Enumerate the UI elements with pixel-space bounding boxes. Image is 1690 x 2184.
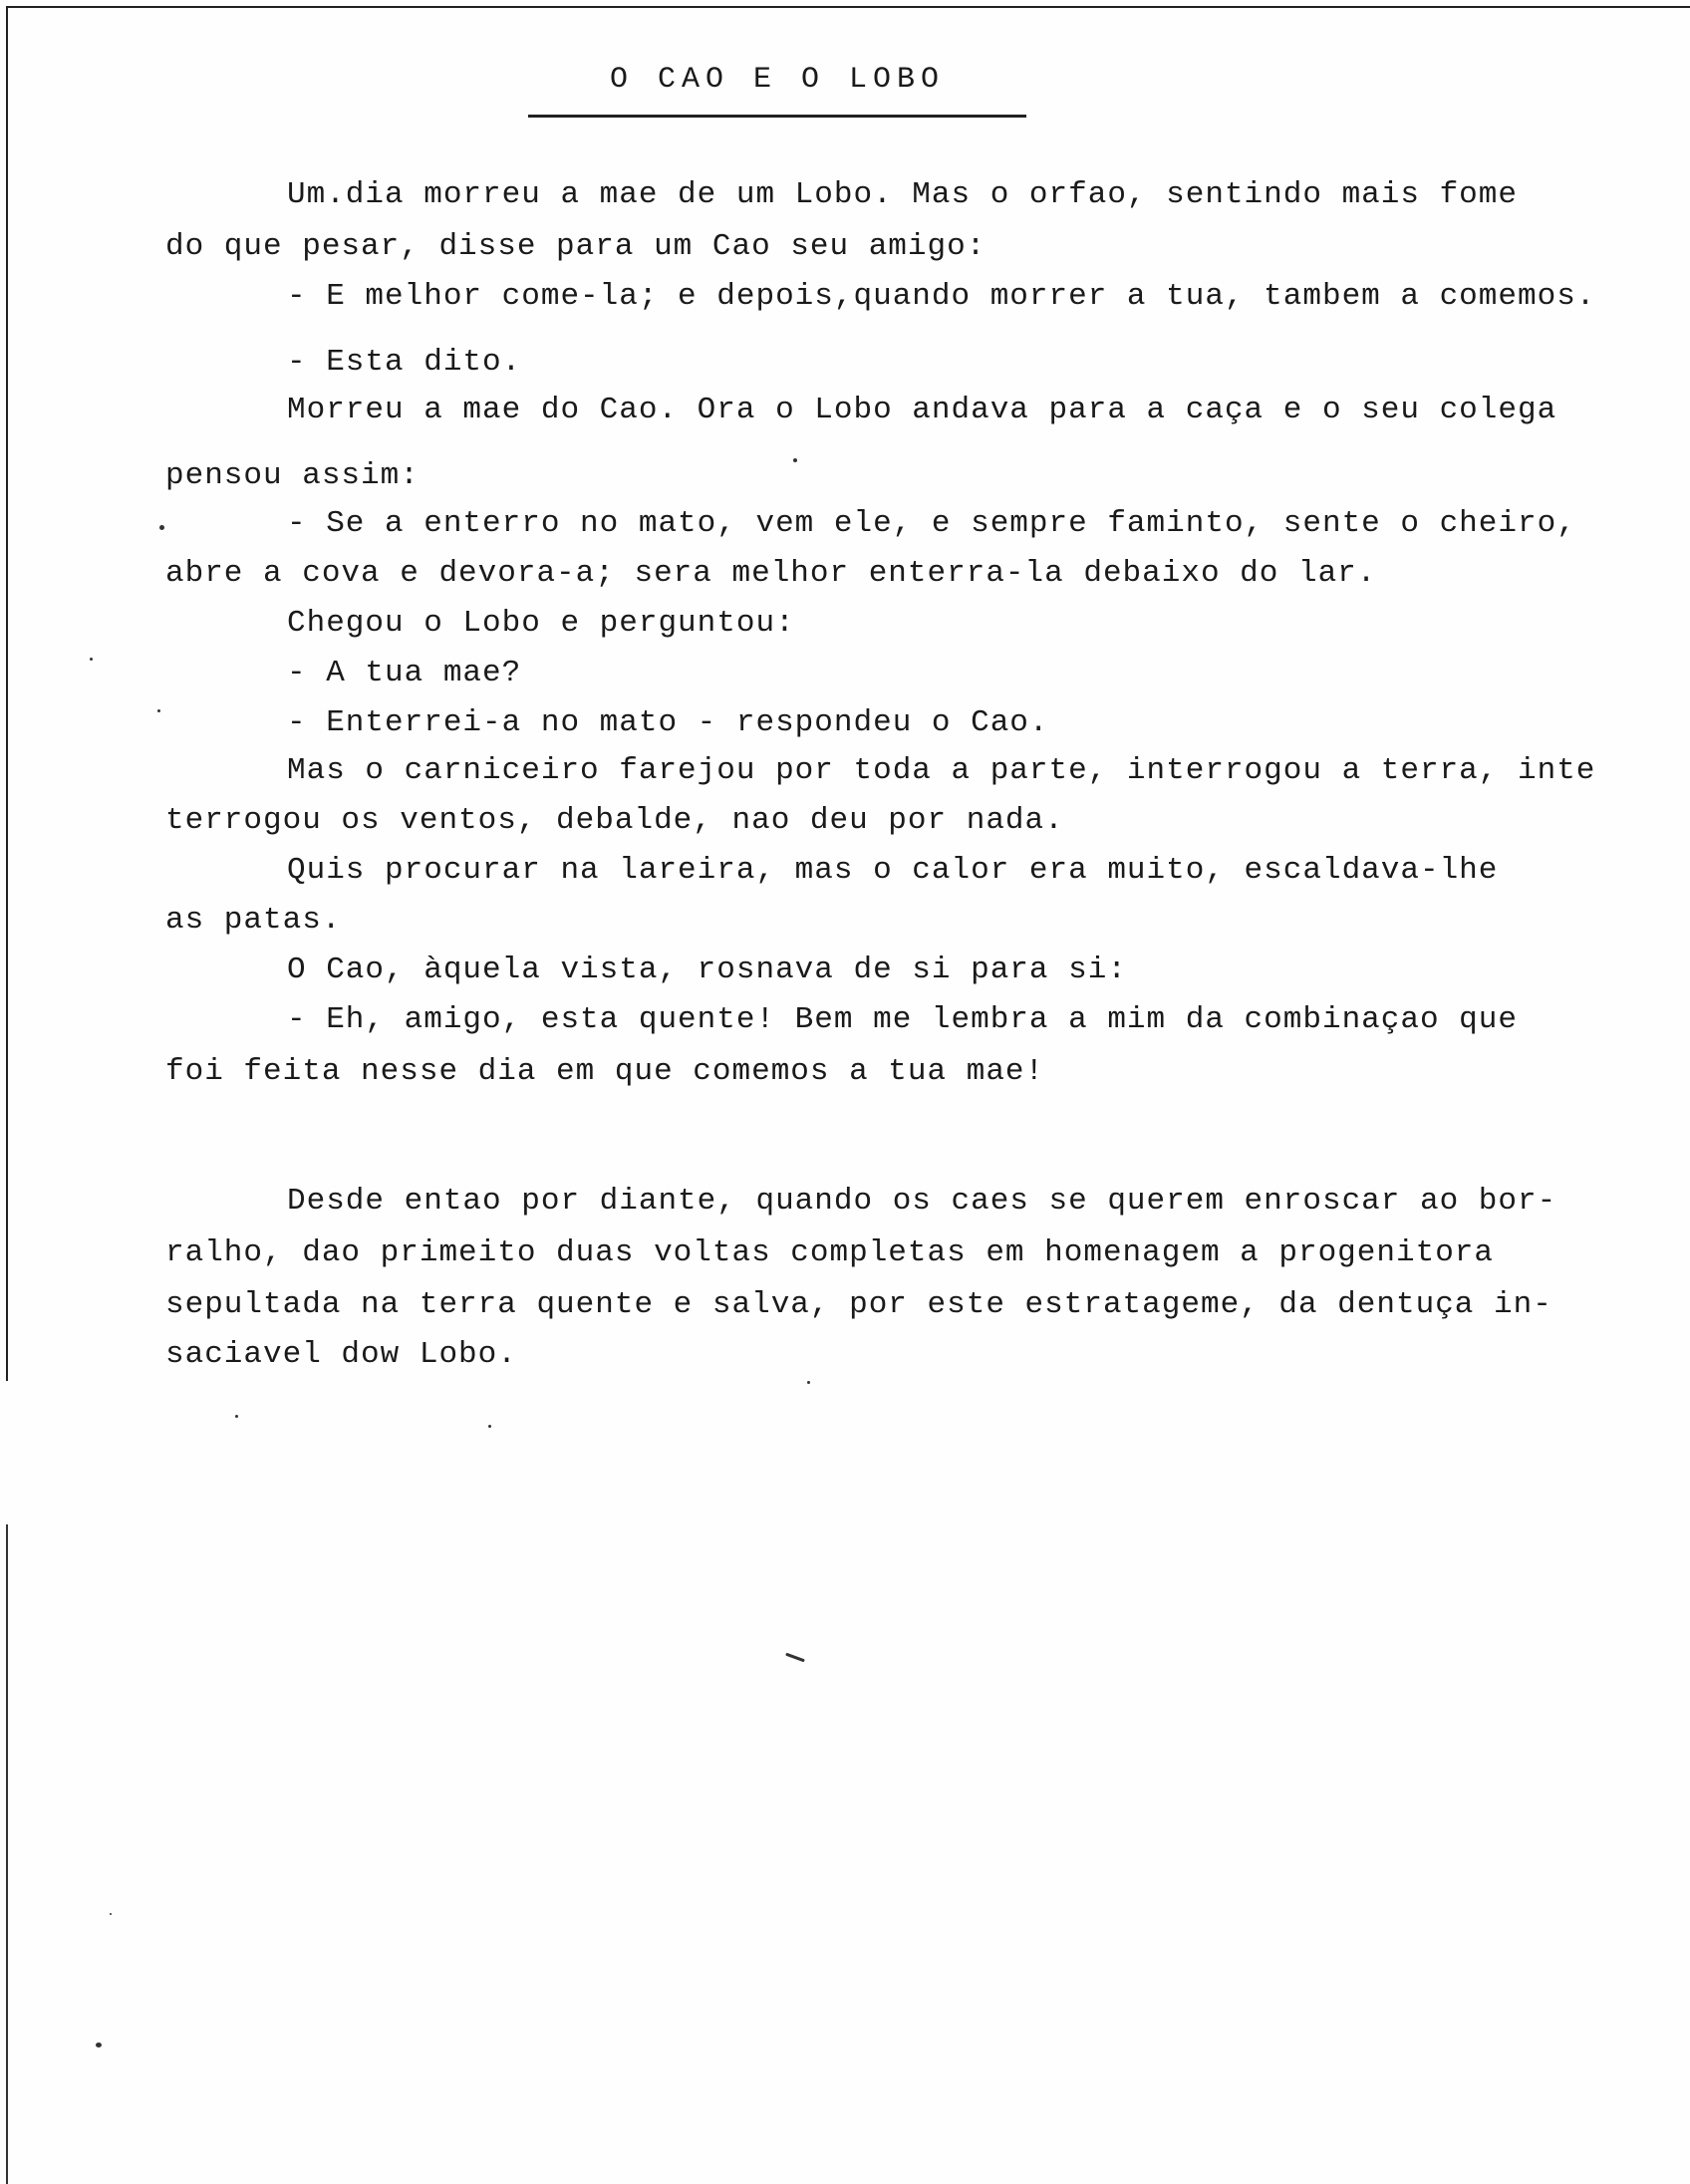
text-line: O Cao, àquela vista, rosnava de si para si: <box>287 953 1127 987</box>
ink-speck <box>488 1425 491 1428</box>
ink-smudge <box>785 1653 805 1663</box>
ink-speck <box>807 1381 810 1384</box>
document-title: O CAO E O LOBO <box>528 58 1026 118</box>
text-line: abre a cova e devora-a; sera melhor enterra-la debaixo do lar. <box>165 556 1377 591</box>
ink-speck <box>96 2043 102 2048</box>
text-line: terrogou os ventos, debalde, nao deu por nada. <box>165 803 1064 838</box>
text-line: Chegou o Lobo e perguntou: <box>287 606 795 641</box>
ink-speck <box>159 525 164 530</box>
text-line: saciavel dow Lobo. <box>165 1337 517 1372</box>
text-line: as patas. <box>165 903 342 938</box>
text-line: - Esta dito. <box>287 345 522 380</box>
text-line: Quis procurar na lareira, mas o calor era muito, escaldava-lhe <box>287 853 1499 888</box>
text-line: - A tua mae? <box>287 656 522 690</box>
ink-speck <box>793 458 797 462</box>
page-border-left <box>6 6 8 1381</box>
text-line: Um.dia morreu a mae de um Lobo. Mas o orfao, sentindo mais fome <box>287 177 1518 212</box>
text-line: Morreu a mae do Cao. Ora o Lobo andava para a caça e o seu colega <box>287 393 1557 427</box>
page-border-left-lower <box>6 1524 8 2184</box>
ink-speck <box>110 1913 112 1915</box>
text-line: ralho, dao primeito duas voltas completas em homenagem a progenitora <box>165 1235 1495 1270</box>
text-line: - Eh, amigo, esta quente! Bem me lembra a mim da combinaçao que <box>287 1002 1518 1037</box>
text-line: - Enterrei-a no mato - respondeu o Cao. <box>287 705 1049 740</box>
text-line: do que pesar, disse para um Cao seu amigo: <box>165 229 986 264</box>
ink-speck <box>90 658 93 661</box>
text-line: sepultada na terra quente e salva, por este estratageme, da dentuça in- <box>165 1287 1552 1322</box>
page-border-top <box>6 6 1690 8</box>
text-line: - Se a enterro no mato, vem ele, e sempre faminto, sente o cheiro, <box>287 506 1576 541</box>
ink-speck <box>235 1415 238 1418</box>
text-line: Mas o carniceiro farejou por toda a parte, interrogou a terra, inte <box>287 753 1596 788</box>
text-line: - E melhor come-la; e depois,quando morrer a tua, tambem a comemos. <box>287 279 1596 314</box>
text-line: Desde entao por diante, quando os caes se querem enroscar ao bor- <box>287 1184 1557 1219</box>
text-line: pensou assim: <box>165 458 420 493</box>
text-line: foi feita nesse dia em que comemos a tua mae! <box>165 1054 1045 1089</box>
ink-speck <box>157 709 160 712</box>
